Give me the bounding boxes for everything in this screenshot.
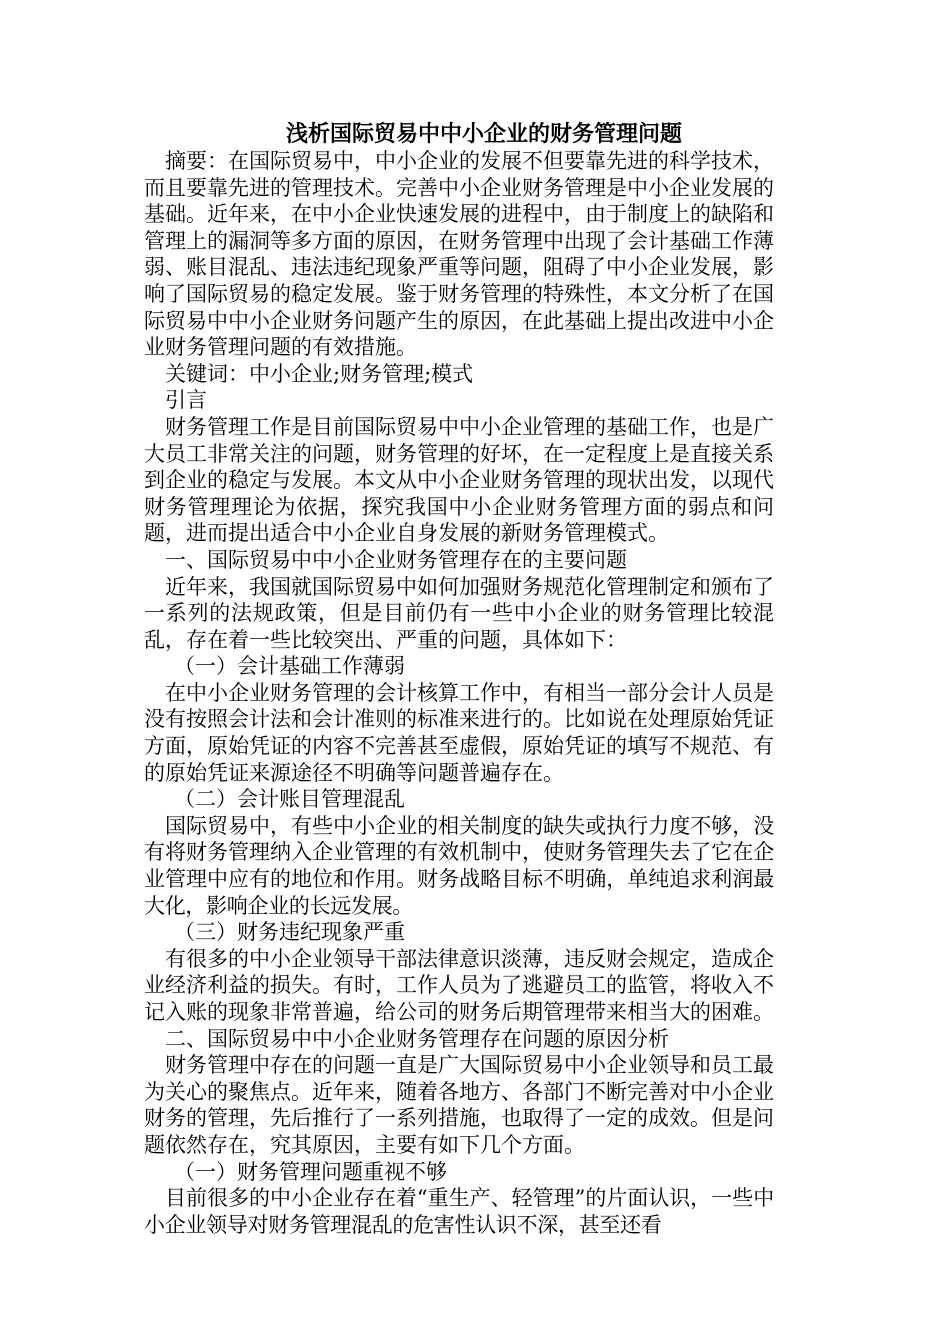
abstract-paragraph: 摘要：在国际贸易中，中小企业的发展不但要靠先进的科学技术，而且要靠先进的管理技术。完善中小企业财务管理是中小企业发展的基础。近年来，在中小企业快速发展的进程中，由于制度上的缺陷和管理上的漏洞等多方面的原因，在财务管理中出现了会计基础工作薄弱、账目混乱、违法违纪现象严重等问题，阻碍了中小企业发展，影响了国际贸易的稳定发展。鉴于财务管理的特殊性，本文分析了在国际贸易中中小企业财务问题产生的原因，在此基础上提出改进中小企业财务管理问题的有效措施。	[144, 149, 774, 360]
s1-sub1-heading: （一）会计基础工作薄弱	[174, 654, 405, 679]
document-body	[144, 120, 774, 1238]
keywords-line: 关键词：中小企业;财务管理;模式	[165, 361, 474, 386]
section1-paragraph: 近年来，我国就国际贸易中如何加强财务规范化管理制定和颁布了一系列的法规政策，但是目前仍有一些中小企业的财务管理比较混乱，存在着一些比较突出、严重的问题，具体如下：	[144, 574, 774, 652]
section2-heading: 二、国际贸易中中小企业财务管理存在问题的原因分析	[165, 1026, 669, 1051]
s2-sub1-heading: （一）财务管理问题重视不够	[174, 1159, 447, 1184]
s1-sub3-paragraph: 有很多的中小企业领导干部法律意识淡薄，违反财会规定，造成企业经济利益的损失。有时，工作人员为了逃避员工的监管，将收入不记入账的现象非常普遍，给公司的财务后期管理带来相当大的困难。	[144, 946, 774, 1024]
s1-sub2-paragraph: 国际贸易中，有些中小企业的相关制度的缺失或执行力度不够，没有将财务管理纳入企业管理的有效机制中，使财务管理失去了它在企业管理中应有的地位和作用。财务战略目标不明确，单纯追求利润最大化，影响企业的长远发展。	[144, 813, 774, 918]
document-title: 浅析国际贸易中中小企业的财务管理问题	[286, 121, 683, 147]
s1-sub3-heading: （三）财务违纪现象严重	[174, 920, 405, 945]
s1-sub2-heading: （二）会计账目管理混乱	[174, 787, 405, 812]
s2-sub1-paragraph: 目前很多的中小企业存在着“重生产、轻管理”的片面认识，一些中小企业领导对财务管理混乱的危害性认识不深，甚至还看	[144, 1186, 774, 1237]
s1-sub1-paragraph: 在中小企业财务管理的会计核算工作中，有相当一部分会计人员是没有按照会计法和会计准则的标准来进行的。比如说在处理原始凭证方面，原始凭证的内容不完善甚至虚假，原始凭证的填写不规范、有的原始凭证来源途径不明确等问题普遍存在。	[144, 680, 774, 785]
section1-heading: 一、国际贸易中中小企业财务管理存在的主要问题	[165, 547, 627, 572]
section2-paragraph: 财务管理中存在的问题一直是广大国际贸易中小企业领导和员工最为关心的聚焦点。近年来，随着各地方、各部门不断完善对中小企业财务的管理，先后推行了一系列措施，也取得了一定的成效。但是问题依然存在，究其原因，主要有如下几个方面。	[144, 1053, 774, 1157]
intro-paragraph: 财务管理工作是目前国际贸易中中小企业管理的基础工作，也是广大员工非常关注的问题，财务管理的好坏，在一定程度上是直接关系到企业的稳定与发展。本文从中小企业财务管理的现状出发，以现代财务管理理论为依据，探究我国中小企业财务管理方面的弱点和问题，进而提出适合中小企业自身发展的新财务管理模式。	[144, 414, 774, 546]
intro-heading: 引言	[165, 388, 207, 413]
